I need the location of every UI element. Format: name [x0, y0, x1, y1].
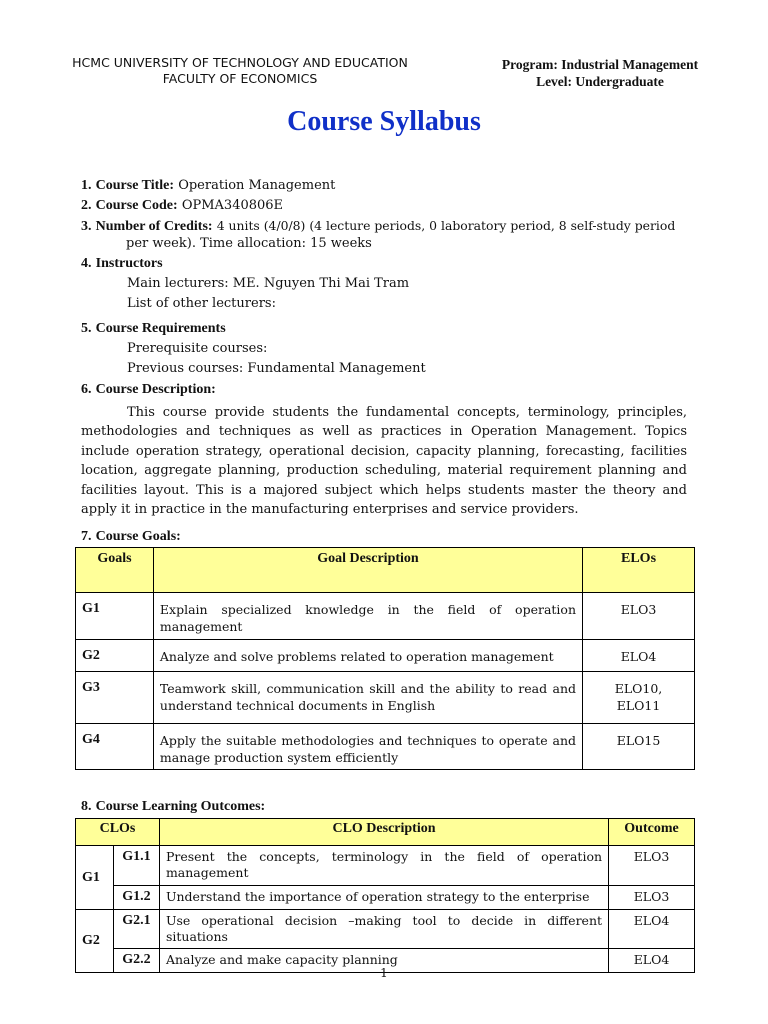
goal-description: Analyze and solve problems related to operation management [153, 640, 582, 672]
goal-description: Explain specialized knowledge in the field of operation management [153, 593, 582, 640]
outcome-column-header: Outcome [609, 819, 695, 846]
clo-outcome: ELO3 [609, 886, 695, 910]
section-number: 2. [81, 198, 92, 213]
main-lecturers: Main lecturers: ME. Nguyen Thi Mai Tram [127, 276, 410, 291]
prerequisite-courses: Prerequisite courses: [127, 341, 268, 356]
program-label: Program: Industrial Management [501, 57, 699, 72]
section-number: 7. [81, 529, 92, 544]
section-label: Course Learning Outcomes: [95, 799, 266, 814]
goal-elo: ELO10, ELO11 [583, 672, 695, 724]
section-label: Course Title: [95, 178, 175, 193]
clo-description-column-header: CLO Description [159, 819, 608, 846]
goal-description-column-header: Goal Description [153, 548, 582, 593]
university-name: HCMC UNIVERSITY OF TECHNOLOGY AND EDUCATION [72, 55, 408, 70]
section-learning-outcomes [81, 797, 701, 817]
section-label: Course Code: [95, 198, 178, 213]
page-number: 1 [380, 966, 388, 980]
section-number: 6. [81, 382, 92, 397]
section-label: Course Requirements [95, 321, 226, 336]
goal-id: G3 [76, 672, 154, 724]
section-number: 4. [81, 256, 92, 271]
goal-id: G1 [76, 593, 154, 640]
table-row [76, 886, 695, 910]
table-row [76, 672, 695, 724]
goal-id: G2 [76, 640, 154, 672]
clo-group: G1 [76, 846, 114, 910]
section-label: Instructors [95, 256, 163, 271]
goal-description: Apply the suitable methodologies and techniques to operate and manage production system efficiently [153, 724, 582, 770]
table-row [76, 724, 695, 770]
clo-outcome: ELO4 [609, 910, 695, 949]
faculty-name: FACULTY OF ECONOMICS [162, 71, 318, 86]
goal-elo: ELO15 [583, 724, 695, 770]
clo-id: G2.1 [113, 910, 159, 949]
other-lecturers: List of other lecturers: [127, 296, 276, 311]
header-left [40, 55, 440, 87]
course-code-value: OPMA340806E [181, 198, 284, 213]
clo-table [75, 818, 695, 973]
clo-id: G1.2 [113, 886, 159, 910]
course-title-value: Operation Management [178, 178, 336, 193]
clo-group: G2 [76, 910, 114, 973]
previous-courses: Previous courses: Fundamental Management [127, 361, 426, 376]
clo-id: G2.2 [113, 949, 159, 973]
section-number: 1. [81, 178, 92, 193]
section-course-code [81, 196, 701, 216]
section-number: 5. [81, 321, 92, 336]
section-label: Course Goals: [95, 529, 181, 544]
goals-header-row [76, 548, 695, 593]
section-course-title [81, 176, 701, 196]
clo-description: Understand the importance of operation strategy to the enterprise [159, 886, 608, 910]
goal-description: Teamwork skill, communication skill and the ability to read and understand technical documents in English [153, 672, 582, 724]
goals-table [75, 547, 695, 770]
clo-outcome: ELO4 [609, 949, 695, 973]
section-instructors [81, 254, 701, 274]
table-row [76, 593, 695, 640]
clo-description: Use operational decision –making tool to decide in different situations [159, 910, 608, 949]
header-right [470, 56, 730, 90]
section-requirements [81, 319, 701, 339]
section-goals [81, 527, 701, 547]
clo-id: G1.1 [113, 846, 159, 886]
page-title: Course Syllabus [287, 106, 481, 137]
table-row [76, 910, 695, 949]
goal-elo: ELO4 [583, 640, 695, 672]
goals-column-header: Goals [76, 548, 154, 593]
table-row [76, 846, 695, 886]
goal-elo: ELO3 [583, 593, 695, 640]
credits-value-continued: per week). Time allocation: 15 weeks [126, 236, 372, 251]
elos-column-header: ELOs [583, 548, 695, 593]
section-label: Course Description: [95, 382, 216, 397]
clos-column-header: CLOs [76, 819, 160, 846]
section-number: 8. [81, 799, 92, 814]
table-row [76, 640, 695, 672]
level-label: Level: Undergraduate [536, 74, 664, 89]
clo-description: Analyze and make capacity planning [159, 949, 608, 973]
credits-value: 4 units (4/0/8) (4 lecture periods, 0 laboratory period, 8 self-study period [216, 218, 676, 233]
clo-header-row [76, 819, 695, 846]
section-number: 3. [81, 219, 92, 234]
clo-description: Present the concepts, terminology in the field of operation management [159, 846, 608, 886]
course-description-text: This course provide students the fundamental concepts, terminology, principles, methodologies and techniques as well as practices in Operation Management. Topics include operation strategy, operational decision, capacity planning, forecasting, facilities location, aggregate planning, production scheduling, material requirement planning and facilities layout. This is a majored subject which helps students master the theory and apply it in practice in the manufacturing enterprises and service providers. [81, 405, 687, 518]
section-label: Number of Credits: [95, 219, 213, 234]
section-description [81, 380, 701, 400]
goal-id: G4 [76, 724, 154, 770]
clo-outcome: ELO3 [609, 846, 695, 886]
